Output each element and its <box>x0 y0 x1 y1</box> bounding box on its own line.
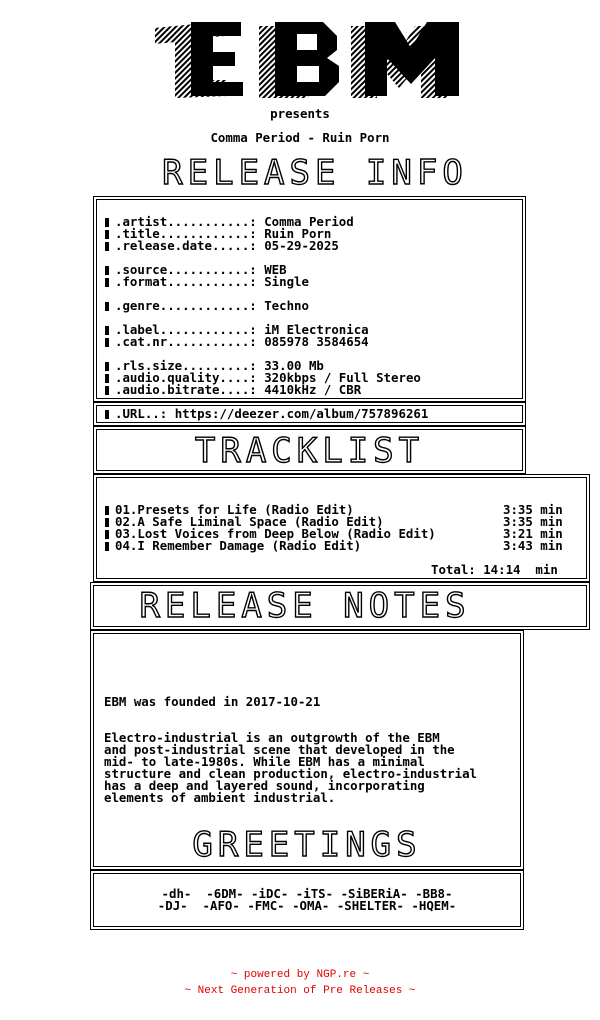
bullet-icon <box>105 218 109 227</box>
release-line: Comma Period - Ruin Porn <box>210 130 390 145</box>
ebm-logo <box>155 18 465 100</box>
bullet-icon <box>105 278 109 287</box>
bullet-icon <box>105 338 109 347</box>
founded-text: EBM was founded in 2017-10-21 <box>104 694 321 709</box>
info-label: .source...........: <box>115 262 265 277</box>
info-label: .format...........: <box>115 274 265 289</box>
info-label: .audio.bitrate....: <box>115 382 265 397</box>
footer-tagline: ~ Next Generation of Pre Releases ~ <box>184 985 416 997</box>
info-row <box>105 300 309 312</box>
track-row <box>105 540 361 552</box>
info-value: Comma Period <box>264 214 354 229</box>
url-row <box>105 408 428 420</box>
bullet-icon <box>105 362 109 371</box>
greetings-banner: GREETINGS <box>192 825 422 865</box>
notes-line: structure and clean production, electro-industrial <box>104 766 477 781</box>
notes-line: Electro-industrial is an outgrowth of the EBM <box>104 730 440 745</box>
info-value: 4410kHz / CBR <box>264 382 362 397</box>
info-label: .cat.nr...........: <box>115 334 265 349</box>
release-notes-banner: RELEASE NOTES <box>139 586 471 626</box>
bullet-icon <box>105 386 109 395</box>
bullet-icon <box>105 506 109 515</box>
info-row <box>105 384 361 396</box>
url-label: .URL..: <box>115 406 175 421</box>
bullet-icon <box>105 230 109 239</box>
track-duration: 3:43 min <box>503 538 563 553</box>
presents-text: presents <box>270 106 330 121</box>
track-duration: 3:35 min <box>503 514 563 529</box>
greetings-line-1: -dh- -6DM- -iDC- -iTS- -SiBERiA- -BB8- <box>161 886 453 901</box>
tracklist-banner: TRACKLIST <box>194 431 425 471</box>
bullet-icon <box>105 542 109 551</box>
info-label: .artist...........: <box>115 214 265 229</box>
footer-powered-by[interactable]: ~ powered by NGP.re ~ <box>230 969 370 981</box>
info-label: .rls.size.........: <box>115 358 265 373</box>
track-duration: 3:21 min <box>503 526 563 541</box>
bullet-icon <box>105 530 109 539</box>
info-value: 085978 3584654 <box>264 334 369 349</box>
track-title: 04.I Remember Damage (Radio Edit) <box>115 538 362 553</box>
bullet-icon <box>105 266 109 275</box>
info-value: Ruin Porn <box>264 226 332 241</box>
bullet-icon <box>105 302 109 311</box>
notes-line: and post-industrial scene that developed in the <box>104 742 455 757</box>
bullet-icon <box>105 326 109 335</box>
info-row <box>105 276 309 288</box>
track-duration: 3:35 min <box>503 502 563 517</box>
total-time: Total: 14:14 min <box>431 562 558 577</box>
info-value: 05-29-2025 <box>264 238 339 253</box>
info-value: Single <box>264 274 309 289</box>
greetings-line-2: -DJ- -AFO- -FMC- -OMA- -SHELTER- -HQEM- <box>157 898 457 913</box>
notes-line: has a deep and layered sound, incorporating <box>104 778 425 793</box>
track-title: 03.Lost Voices from Deep Below (Radio Edit) <box>115 526 436 541</box>
track-title: 01.Presets for Life (Radio Edit) <box>115 502 354 517</box>
bullet-icon <box>105 410 109 419</box>
info-label: .release.date.....: <box>115 238 265 253</box>
info-value: WEB <box>264 262 287 277</box>
info-label: .audio.quality....: <box>115 370 265 385</box>
bullet-icon <box>105 374 109 383</box>
info-label: .genre............: <box>115 298 265 313</box>
track-title: 02.A Safe Liminal Space (Radio Edit) <box>115 514 384 529</box>
info-value: 33.00 Mb <box>264 358 324 373</box>
notes-line: mid- to late-1980s. While EBM has a minimal <box>104 754 425 769</box>
info-row <box>105 240 339 252</box>
info-value: Techno <box>264 298 309 313</box>
info-label: .label............: <box>115 322 265 337</box>
bullet-icon <box>105 518 109 527</box>
url-link[interactable]: https://deezer.com/album/757896261 <box>174 406 429 421</box>
bullet-icon <box>105 242 109 251</box>
info-label: .title............: <box>115 226 265 241</box>
notes-line: elements of ambient industrial. <box>104 790 336 805</box>
info-value: 320kbps / Full Stereo <box>264 370 421 385</box>
release-info-banner: RELEASE INFO <box>162 153 468 193</box>
info-value: iM Electronica <box>264 322 369 337</box>
info-row <box>105 336 369 348</box>
